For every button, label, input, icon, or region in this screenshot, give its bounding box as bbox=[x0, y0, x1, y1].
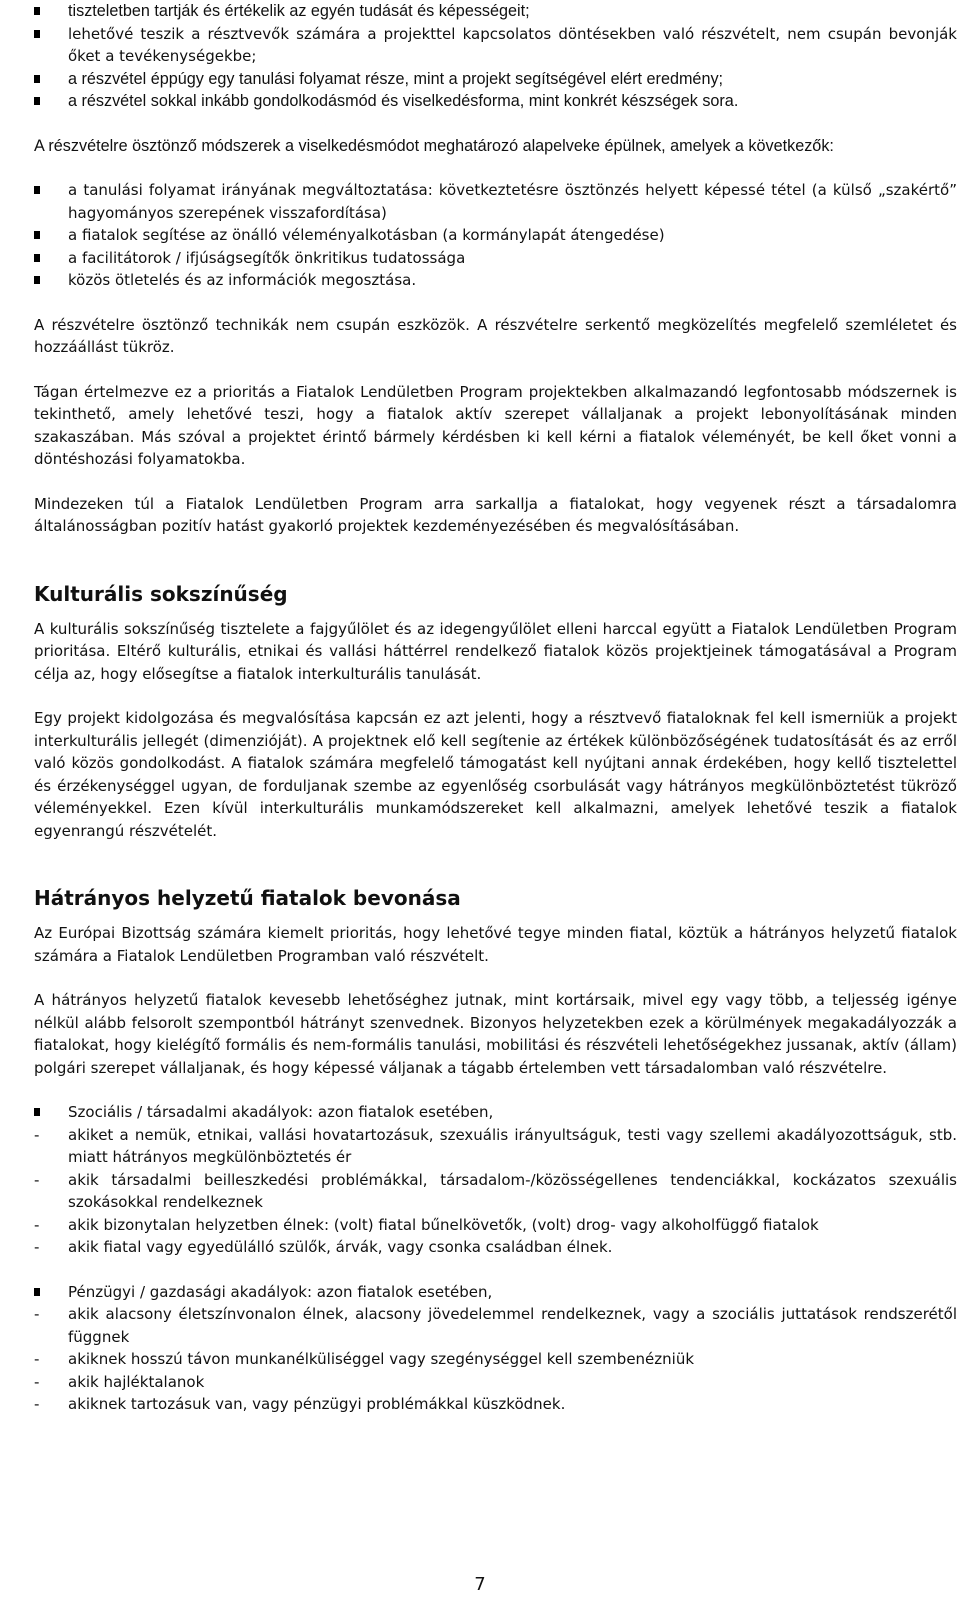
list-item: - akik társadalmi beilleszkedési problémákkal, társadalom-/közösségellenes tendenciákkal, kockázatos szexuális szokásokkal rendelkeznek bbox=[34, 1170, 957, 1211]
beyond-paragraph: Mindezeken túl a Fiatalok Lendületben Program arra sarkallja a fiatalokat, hogy vegyenek részt a társadalomra általánosságban pozitív hatást gyakorló projektek kezdeményezésében és megvalósításában. bbox=[34, 494, 957, 535]
section-heading-disadvantaged: Hátrányos helyzetű fiatalok bevonása bbox=[34, 886, 461, 910]
square-bullet-icon bbox=[34, 75, 40, 83]
list-item: - akik alacsony életszínvonalon élnek, alacsony jövedelemmel rendelkeznek, vagy a szociális juttatások rendszerétől függnek bbox=[34, 1305, 957, 1346]
dash-marker: - bbox=[34, 1238, 40, 1256]
list-item: a részvétel sokkal inkább gondolkodásmód és viselkedésforma, mint konkrét készségek sora. bbox=[34, 90, 957, 113]
obstacles-list-social bbox=[34, 1101, 957, 1124]
list-item: a részvétel éppúgy egy tanulási folyamat része, mint a projekt segítségével elért eredmény; bbox=[34, 68, 957, 91]
list-item: - akik fiatal vagy egyedülálló szülők, árvák, vagy csonka családban élnek. bbox=[34, 1236, 957, 1259]
square-bullet-icon bbox=[34, 30, 40, 38]
techniques-paragraph: A részvételre ösztönző technikák nem csupán eszközök. A részvételre serkentő megközelítés megfelelő szemléletet és hozzáállást tükröz. bbox=[34, 315, 957, 356]
dash-marker: - bbox=[34, 1215, 40, 1234]
cultural-paragraph-1: A kulturális sokszínűség tisztelete a fajgyűlölet és az idegengyűlölet elleni harccal együtt a Fiatalok Lendületben Program prioritása. Eltérő kulturális, etnikai és vallási háttérrel rendelkező fiatalok közös projektjeinek támogatásával a Program célja az, hogy elősegítse a fiatalok interkulturális tanulását. bbox=[34, 619, 957, 683]
list-item bbox=[34, 1101, 957, 1124]
list-item: közös ötletelés és az információk megosztása. bbox=[34, 269, 957, 292]
disadvantaged-paragraph-2: A hátrányos helyzetű fiatalok kevesebb lehetőséghez jutnak, mint kortársaik, mivel egy vagy több, a teljesség igénye nélkül alább felsorolt szempontból hátrányt szenvednek. Bizonyos helyzetekben ezek a körülmények megakadályozzák a fiatalokat, hogy kielégítő formális és nem-formális tanulási, mobilitási és részvételi lehetőségekhez jussanak, aktív (állam) polgári szerepet vállaljanak, és hogy képessé váljanak a tágabb értelemben vett társadalomban való részvételre. bbox=[34, 991, 957, 1077]
list-item: - akiknek hosszú távon munkanélküliséggel vagy szegénységgel kell szembenézniük bbox=[34, 1348, 957, 1371]
square-bullet-icon bbox=[34, 276, 40, 284]
obstacles-list-financial bbox=[34, 1281, 957, 1304]
social-obstacles-sublist bbox=[34, 1124, 957, 1259]
financial-obstacles-title: Pénzügyi / gazdasági akadályok: azon fiatalok esetében, bbox=[68, 1282, 493, 1301]
dash-marker: - bbox=[34, 1372, 40, 1391]
square-bullet-icon bbox=[34, 1108, 40, 1116]
financial-obstacles-sublist bbox=[34, 1303, 957, 1416]
square-bullet-icon bbox=[34, 1288, 40, 1296]
list-item bbox=[34, 1281, 957, 1304]
list-item: a tanulási folyamat irányának megváltoztatása: következtetésre ösztönzés helyett képessé tétel (a külső „szakértő” hagyományos szerepének visszafordítása) bbox=[34, 179, 957, 224]
square-bullet-icon bbox=[34, 7, 40, 15]
dash-marker: - bbox=[34, 1125, 40, 1144]
square-bullet-icon bbox=[34, 254, 40, 262]
page-number: 7 bbox=[474, 1574, 486, 1595]
list-item: - akiket a nemük, etnikai, vallási hovatartozásuk, szexuális irányultságuk, testi vagy szellemi akadályozottságuk, stb. miatt hátrányos megkülönböztetés ér bbox=[34, 1125, 957, 1166]
priority-paragraph: Tágan értelmezve ez a prioritás a Fiatalok Lendületben Program projektekben alkalmazandó legfontosabb módszernek is tekinthető, amely lehetővé teszi, hogy a fiatalok aktív szerepet vállaljanak a projekt lebonyolításának minden szakaszában. Más szóval a projektet érintő bármely kérdésben ki kell kérni a fiatalok véleményét, be kell őket vonni a döntéshozási folyamatokba. bbox=[34, 382, 957, 468]
disadvantaged-paragraph-1: Az Európai Bizottság számára kiemelt prioritás, hogy lehetővé tegye minden fiatal, köztük a hátrányos helyzetű fiatalok számára a Fiatalok Lendületben Programban való részvételt. bbox=[34, 924, 957, 965]
methods-intro-paragraph: A részvételre ösztönző módszerek a viselkedésmódot meghatározó alapelveke épülnek, amelyek a következők: bbox=[34, 136, 834, 155]
section-heading-cultural: Kulturális sokszínűség bbox=[34, 581, 288, 606]
square-bullet-icon bbox=[34, 186, 40, 194]
list-item: a facilitátorok / ifjúságsegítők önkritikus tudatossága bbox=[34, 247, 957, 270]
list-item: a fiatalok segítése az önálló véleményalkotásban (a kormánylapát átengedése) bbox=[34, 224, 957, 247]
square-bullet-icon bbox=[34, 231, 40, 239]
top-bullet-list bbox=[34, 0, 957, 113]
dash-marker: - bbox=[34, 1170, 40, 1189]
methods-bullet-list bbox=[34, 179, 957, 292]
list-item: tiszteletben tartják és értékelik az egyén tudását és képességeit; bbox=[34, 0, 957, 23]
list-item: - akik hajléktalanok bbox=[34, 1371, 957, 1394]
cultural-paragraph-2: Egy projekt kidolgozása és megvalósítása kapcsán ez azt jelenti, hogy a résztvevő fiataloknak fel kell ismerniük a projekt interkulturális jellegét (dimenzióját). A projektnek elő kell segítenie az értékek különbözőségének tudatosítását és az erről való közös gondolkodást. A fiatalok számára megfelelő támogatást kell nyújtani annak érdekében, hogy kellő tisztelettel és érzékenységgel ugyan, de forduljanak szembe az egyenlőség csorbulását vagy hátrányos megkülönböztetést tükröző véleményekkel. Ezen kívül interkulturális munkamódszereket kell alkalmazni, amelyek lehetővé teszik a fiatalok egyenrangú részvételét. bbox=[34, 709, 957, 840]
list-item: - akiknek tartozásuk van, vagy pénzügyi problémákkal küszködnek. bbox=[34, 1393, 957, 1416]
dash-marker: - bbox=[34, 1395, 40, 1413]
dash-marker: - bbox=[34, 1305, 40, 1323]
list-item: - akik bizonytalan helyzetben élnek: (volt) fiatal bűnelkövetők, (volt) drog- vagy alkoholfüggő fiatalok bbox=[34, 1214, 957, 1237]
dash-marker: - bbox=[34, 1350, 40, 1368]
list-item: lehetővé teszik a résztvevők számára a projekttel kapcsolatos döntésekben való részvételt, nem csupán bevonják őket a tevékenységekbe; bbox=[34, 23, 957, 68]
document-page bbox=[34, 0, 957, 1416]
social-obstacles-title: Szociális / társadalmi akadályok: azon fiatalok esetében, bbox=[68, 1103, 494, 1121]
square-bullet-icon bbox=[34, 97, 40, 105]
